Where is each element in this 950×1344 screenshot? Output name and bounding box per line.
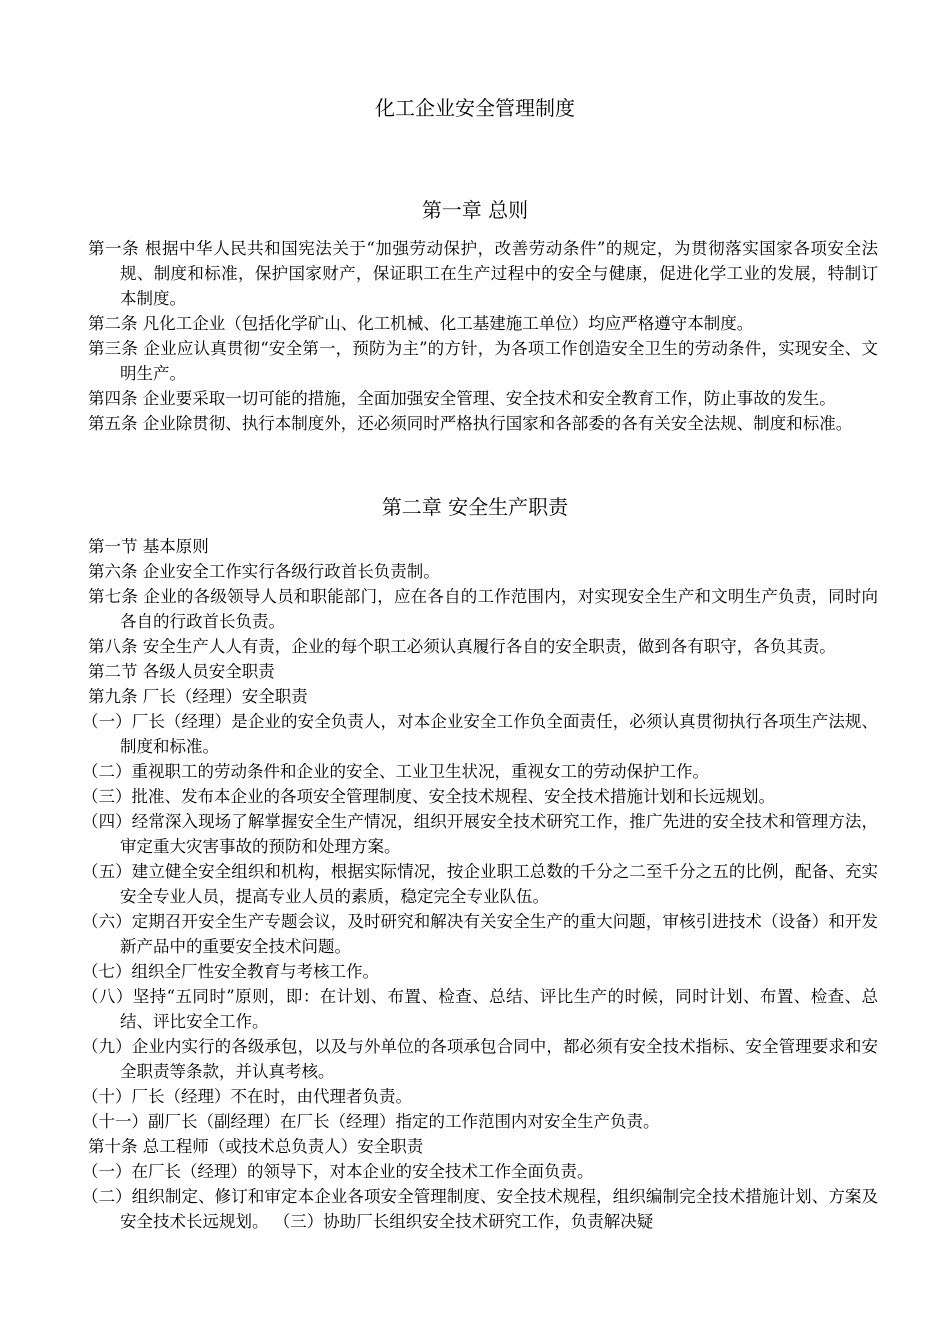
article-9-item: （四）经常深入现场了解掌握安全生产情况，组织开展安全技术研究工作，推广先进的安全技术和管理方法，审定重大灾害事故的预防和处理方案。 (82, 812, 878, 856)
article-2: 第二条 凡化工企业（包括化学矿山、化工机械、化工基建施工单位）均应严格遵守本制度。 (88, 314, 754, 333)
article-6: 第六条 企业安全工作实行各级行政首长负责制。 (88, 562, 440, 581)
chapter-1-body (88, 236, 878, 436)
article-9-item: （六）定期召开安全生产专题会议，及时研究和解决有关安全生产的重大问题，审核引进技术（设备）和开发新产品中的重要安全技术问题。 (82, 912, 878, 956)
article-9-item: （三）批准、发布本企业的各项安全管理制度、安全技术规程、安全技术措施计划和长远规划。 (82, 787, 775, 806)
article-9-item: （七）组织全厂性安全教育与考核工作。 (82, 962, 379, 981)
article-9-item: （十）厂长（经理）不在时，由代理者负责。 (82, 1087, 412, 1106)
article-9-item: （一）厂长（经理）是企业的安全负责人，对本企业安全工作负全面责任，必须认真贯彻执行各项生产法规、制度和标准。 (82, 712, 878, 756)
article-9-item: （八）坚持“五同时”原则，即：在计划、布置、检查、总结、评比生产的时候，同时计划、布置、检查、总结、评比安全工作。 (82, 987, 878, 1031)
article-9-heading: 第九条 厂长（经理）安全职责 (88, 687, 308, 706)
article-5: 第五条 企业除贯彻、执行本制度外，还必须同时严格执行国家和各部委的各有关安全法规、制度和标准。 (88, 414, 853, 433)
article-7: 第七条 企业的各级领导人员和职能部门，应在各自的工作范围内，对实现安全生产和文明生产负责，同时向各自的行政首长负责。 (88, 587, 878, 631)
article-10-heading: 第十条 总工程师（或技术总负责人）安全职责 (88, 1137, 424, 1156)
article-3: 第三条 企业应认真贯彻“安全第一，预防为主”的方针，为各项工作创造安全卫生的劳动条件，实现安全、文明生产。 (88, 339, 878, 383)
article-10-item: （一）在厂长（经理）的领导下，对本企业的安全技术工作全面负责。 (82, 1162, 594, 1181)
section-2-heading: 第二节 各级人员安全职责 (88, 662, 275, 681)
article-9-item: （十一）副厂长（副经理）在厂长（经理）指定的工作范围内对安全生产负责。 (82, 1112, 660, 1131)
document-title: 化工企业安全管理制度 (375, 96, 575, 120)
article-10-item: （二）组织制定、修订和审定本企业各项安全管理制度、安全技术规程，组织编制完全技术措施计划、方案及安全技术长远规划。 （三）协助厂长组织安全技术研究工作，负责解决疑 (82, 1187, 878, 1231)
article-9-item: （二）重视职工的劳动条件和企业的安全、工业卫生状况，重视女工的劳动保护工作。 (82, 762, 709, 781)
chapter-2-body (82, 534, 878, 1234)
article-9-item: （五）建立健全安全组织和机构，根据实际情况，按企业职工总数的千分之二至千分之五的比例，配备、充实安全专业人员，提高专业人员的素质，稳定完全专业队伍。 (82, 862, 878, 906)
article-1: 第一条 根据中华人民共和国宪法关于“加强劳动保护，改善劳动条件”的规定，为贯彻落实国家各项安全法规、制度和标准，保护国家财产，保证职工在生产过程中的安全与健康，促进化学工业的发展，特制订本制度。 (88, 239, 878, 308)
section-1-heading: 第一节 基本原则 (88, 537, 209, 556)
chapter-1-heading: 第一章 总则 (421, 198, 529, 222)
article-9-item: （九）企业内实行的各级承包，以及与外单位的各项承包合同中，都必须有安全技术指标、安全管理要求和安全职责等条款，并认真考核。 (82, 1037, 878, 1081)
chapter-2-heading: 第二章 安全生产职责 (381, 495, 569, 519)
article-8: 第八条 安全生产人人有责，企业的每个职工必须认真履行各自的安全职责，做到各有职守，各负其责。 (88, 637, 836, 656)
article-4: 第四条 企业要采取一切可能的措施，全面加强安全管理、安全技术和安全教育工作，防止事故的发生。 (88, 389, 836, 408)
